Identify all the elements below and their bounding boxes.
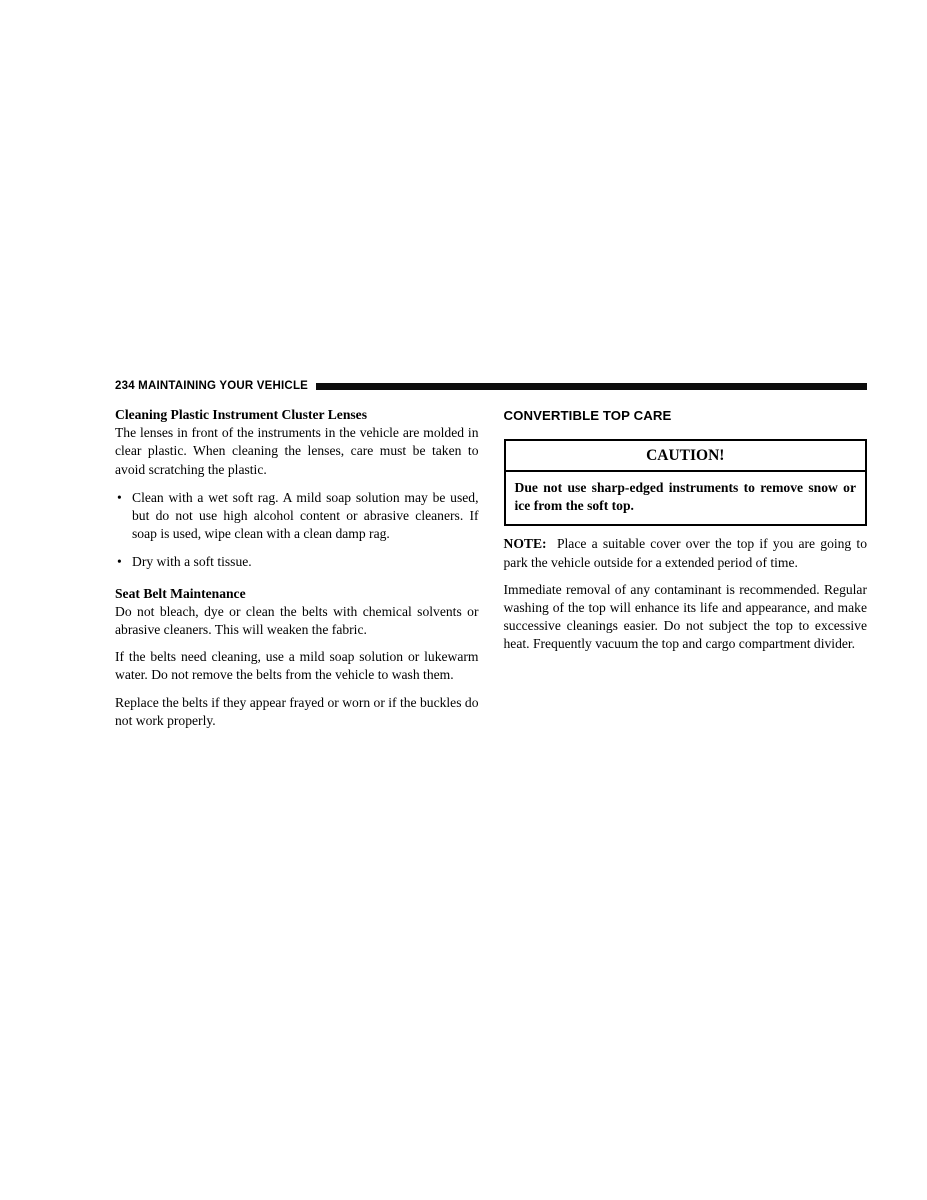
heading-cleaning-plastic-lenses: Cleaning Plastic Instrument Cluster Lenses: [115, 407, 367, 422]
paragraph-contaminant-removal: Immediate removal of any contaminant is recommended. Regular washing of the top will enhance its life and appearance, and make successive cleanings easier. Do not subject the top to excessive heat. Frequently vacuum the top and cargo compartment divider.: [503, 581, 867, 652]
heading-convertible-top-care: CONVERTIBLE TOP CARE: [503, 408, 672, 423]
note-body-text: Place a suitable cover over the top if you are going to park the vehicle outside for a extended period of time.: [503, 536, 867, 570]
two-column-body: [115, 406, 867, 730]
header-rule-bar: [316, 383, 867, 390]
paragraph-cleaning-intro: The lenses in front of the instruments in the vehicle are molded in clear plastic. When cleaning the lenses, care must be taken to avoid scratching the plastic.: [115, 425, 479, 477]
heading-seat-belt-maintenance: Seat Belt Maintenance: [115, 585, 246, 601]
paragraph-seat-belt-2: If the belts need cleaning, use a mild soap solution or lukewarm water. Do not remove the belts from the vehicle to wash them.: [115, 649, 479, 683]
running-header: [115, 380, 867, 392]
right-column: [504, 406, 868, 730]
cleaning-bullet-list: [115, 489, 479, 572]
left-column: [115, 406, 479, 730]
caution-box: [504, 439, 868, 526]
bullet-dry-soft-tissue: • Dry with a soft tissue.: [115, 553, 479, 571]
bullet-clean-wet-rag: • Clean with a wet soft rag. A mild soap solution may be used, but do not use high alcohol content or abrasive cleaners. If soap is used, wipe clean with a clean damp rag.: [115, 489, 479, 544]
caution-body-text: Due not use sharp-edged instruments to remove snow or ice from the soft top.: [514, 480, 856, 514]
paragraph-seat-belt-1: Do not bleach, dye or clean the belts with chemical solvents or abrasive cleaners. This will weaken the fabric.: [115, 603, 479, 638]
caution-title: CAUTION!: [506, 441, 866, 472]
page-number-and-chapter-title: 234 MAINTAINING YOUR VEHICLE: [115, 380, 309, 392]
note-label: NOTE:: [503, 536, 547, 552]
note-paragraph: [504, 535, 868, 571]
paragraph-seat-belt-3: Replace the belts if they appear frayed or worn or if the buckles do not work properly.: [115, 694, 479, 728]
